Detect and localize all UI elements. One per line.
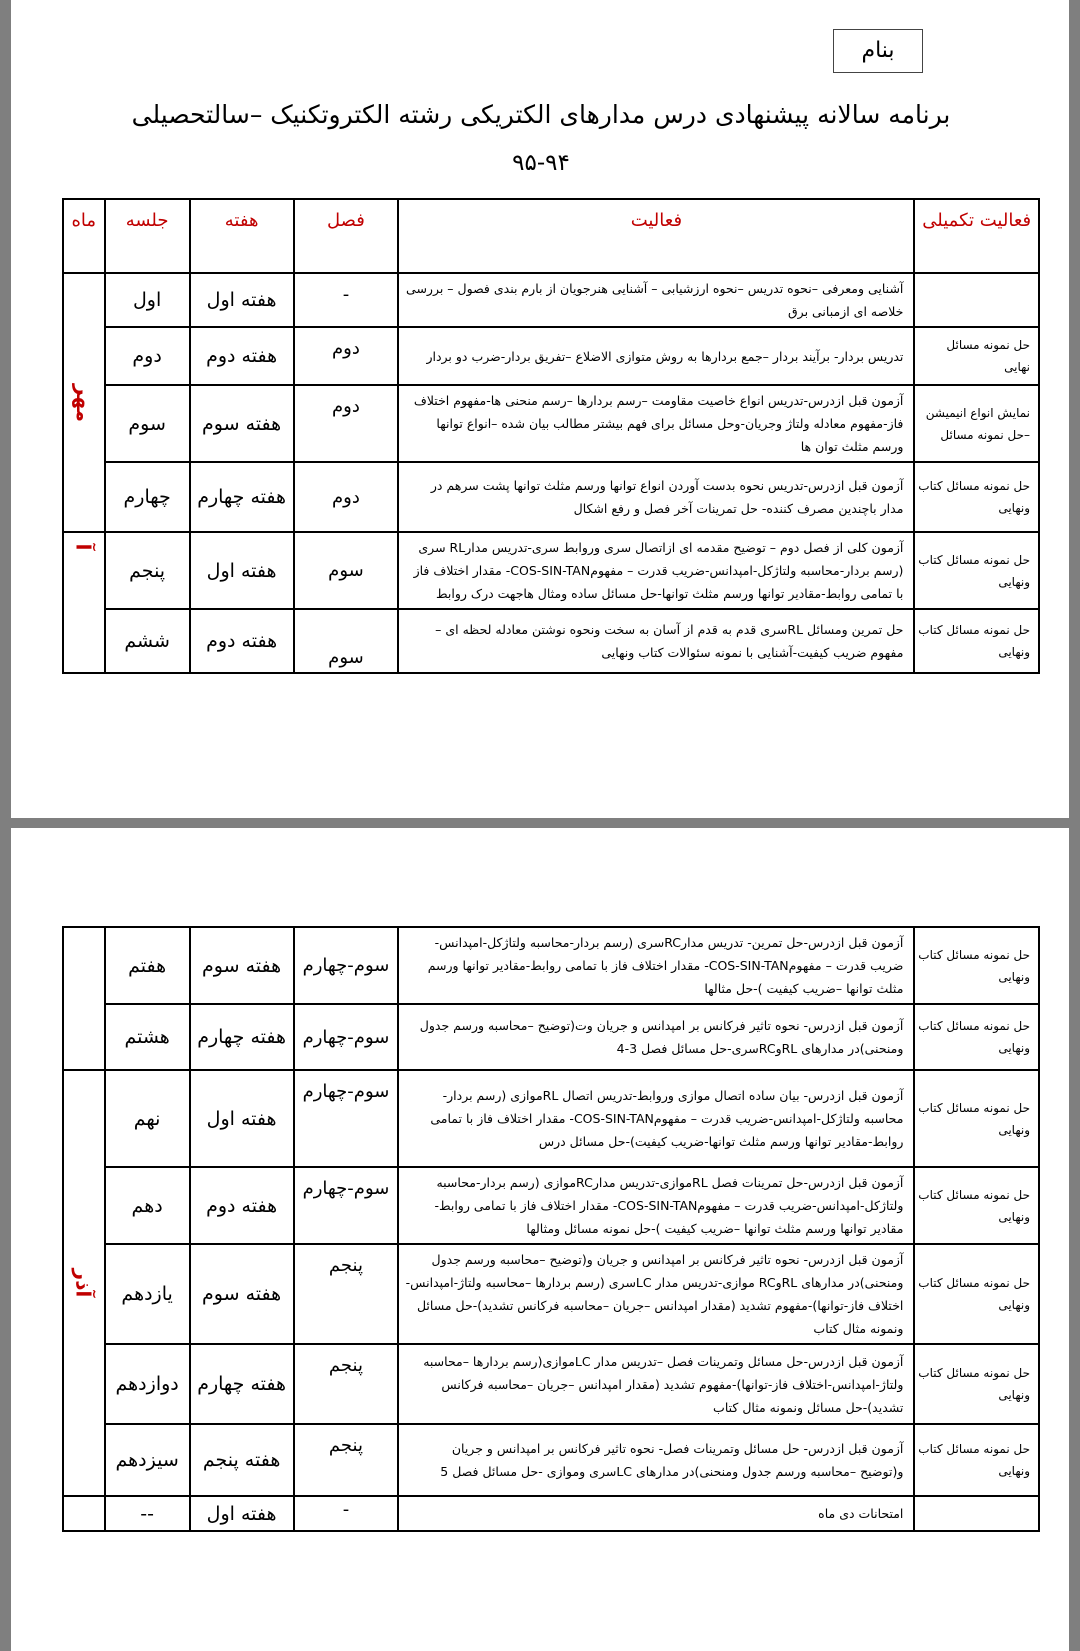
cell-chapter: پنجم [294, 1244, 399, 1344]
cell-week: هفته چهارم [190, 1344, 294, 1424]
cell-activity: آزمون قبل ازدرس- حل مسائل وتمرینات فصل- نحوه تاثیر فرکانس بر امپدانس و جریان و(توضیح –محاسبه ورسم جدول ومنحنی)در مدارهای LCسری وموازی -حل مسائل فصل 5 [398, 1424, 914, 1496]
cell-week: هفته چهارم [190, 1004, 294, 1070]
cell-activity: آزمون کلی از فصل دوم – توضیح مقدمه ای ازاتصال سری وروابط سری-تدریس مدارRL سری (رسم بردار-محاسبه ولتاژکل-امپدانس-ضریب قدرت – مفهومCOS-SIN-TAN- مقدار اختلاف فاز با تمامی روابط-مقادیر توانها ورسم مثلث توانها-حل مسائل ساده ومثال هاجهت درک روابط [398, 532, 914, 609]
cell-session: سیزدهم [105, 1424, 190, 1496]
cell-activity: آزمون قبل ازدرس-حل مسائل وتمرینات فصل –تدریس مدار LCموازی(رسم بردارها –محاسبه ولتاژ-امپدانس-اختلاف فاز-توانها)-مفهوم تشدید (مقدار امپدانس –جریان –محاسبه فرکانس تشدید)-حل مسائل ونمونه مثال کتاب [398, 1344, 914, 1424]
cell-chapter: دوم [294, 327, 399, 385]
table-row [63, 532, 1039, 609]
table-row [63, 1004, 1039, 1070]
page-2 [11, 828, 1069, 1651]
cell-extra: حل نمونه مسائل کتاب ونهایی [914, 927, 1039, 1004]
cell-chapter: سوم-چهارم [294, 927, 399, 1004]
table-row [63, 327, 1039, 385]
cell-session: اول [105, 273, 190, 327]
table-row [63, 273, 1039, 327]
cell-extra: حل نمونه مسائل کتاب ونهایی [914, 1424, 1039, 1496]
cell-extra [914, 1496, 1039, 1531]
cell-week: هفته اول [190, 1070, 294, 1167]
cell-activity: آزمون قبل ازدرس- نحوه تاثیر فرکانس بر امپدانس و جریان وت(توضیح –محاسبه ورسم جدول ومنحنی)در مدارهای RLوRCسری-حل مسائل فصل 3-4 [398, 1004, 914, 1070]
cell-week: هفته پنجم [190, 1424, 294, 1496]
cell-week: هفته اول [190, 1496, 294, 1531]
month-aban [63, 532, 105, 673]
cell-session: یازدهم [105, 1244, 190, 1344]
cell-week: هفته دوم [190, 327, 294, 385]
header-activity: فعالیت [398, 199, 914, 273]
page-1 [11, 0, 1069, 818]
table-row [63, 1344, 1039, 1424]
month-azar [63, 1070, 105, 1496]
table-row [63, 1244, 1039, 1344]
cell-chapter: سوم-چهارم [294, 1004, 399, 1070]
header-activity-extra: فعالیت تکمیلی [914, 199, 1039, 273]
month-label-azar: آذر [71, 1268, 96, 1298]
cell-session: دوم [105, 327, 190, 385]
cell-chapter: سوم [294, 609, 399, 673]
cell-extra: نمایش انواع انیمیشن –حل نمونه مسائل [914, 385, 1039, 462]
table-row [63, 1070, 1039, 1167]
header-month: ماه [63, 199, 105, 273]
cell-chapter: پنجم [294, 1344, 399, 1424]
cell-extra: حل نمونه مسائل کتاب ونهایی [914, 532, 1039, 609]
cell-activity: آزمون قبل ازدرس-تدریس نحوه بدست آوردن انواع توانها ورسم مثلث توانها پشت سرهم در مدار باچندین مصرف کننده- حل تمرینات آخر فصل و رفع اشکال [398, 462, 914, 532]
cell-session: هشتم [105, 1004, 190, 1070]
cell-extra: حل نمونه مسائل نهایی [914, 327, 1039, 385]
cell-extra: حل نمونه مسائل کتاب ونهایی [914, 462, 1039, 532]
bename-box: بنام [833, 29, 923, 73]
header-session: جلسه [105, 199, 190, 273]
cell-extra: حل نمونه مسائل کتاب ونهایی [914, 1070, 1039, 1167]
cell-extra [914, 273, 1039, 327]
cell-extra: حل نمونه مسائل کتاب ونهایی [914, 1167, 1039, 1244]
cell-chapter: دوم [294, 385, 399, 462]
schedule-table-1 [62, 198, 1040, 674]
cell-session: سوم [105, 385, 190, 462]
table-header-row [63, 199, 1039, 273]
cell-chapter: - [294, 273, 399, 327]
month-aban-cont [63, 927, 105, 1070]
table-row [63, 462, 1039, 532]
cell-extra: حل نمونه مسائل کتاب ونهایی [914, 1344, 1039, 1424]
table-row [63, 927, 1039, 1004]
table-row [63, 1424, 1039, 1496]
cell-session: ششم [105, 609, 190, 673]
cell-session: چهارم [105, 462, 190, 532]
cell-activity: آشنایی ومعرفی –نحوه تدریس –نحوه ارزشیابی – آشنایی هنرجویان از بارم بندی فصول – بررسی خلاصه ای ازمبانی برق [398, 273, 914, 327]
cell-activity: امتحانات دی ماه [398, 1496, 914, 1531]
cell-session: دهم [105, 1167, 190, 1244]
cell-extra: حل نمونه مسائل کتاب ونهایی [914, 1004, 1039, 1070]
cell-session: پنجم [105, 532, 190, 609]
month-label-aban: آ [71, 543, 96, 551]
cell-extra: حل نمونه مسائل کتاب ونهایی [914, 609, 1039, 673]
cell-chapter: - [294, 1496, 399, 1531]
cell-activity: آزمون قبل ازدرس- بیان ساده اتصال موازی وروابط-تدریس اتصال RLموازی (رسم بردار-محاسبه ولتاژکل-امپدانس-ضریب قدرت – مفهومCOS-SIN-TAN- مقدار اختلاف فاز با تمامی روابط-مقادیر توانها ورسم مثلث توانها-ضریب کیفیت)-حل مسائل درس [398, 1070, 914, 1167]
academic-year: ۹۵-۹۴ [512, 150, 570, 176]
cell-chapter: پنجم [294, 1424, 399, 1496]
table-row [63, 385, 1039, 462]
cell-week: هفته دوم [190, 1167, 294, 1244]
cell-activity: آزمون قبل ازدرس- نحوه تاثیر فرکانس بر امپدانس و جریان و(توضیح –محاسبه ورسم جدول ومنحنی)در مدارهای RLوRC موازی-تدریس مدار LCسری (رسم بردارها –محاسبه ولتاژ-امپدانس-اختلاف فاز-توانها)-مفهوم تشدید (مقدار امپدانس –جریان –محاسبه فرکانس تشدید)-حل مسائل ونمونه مثال کتاب [398, 1244, 914, 1344]
cell-week: هفته چهارم [190, 462, 294, 532]
header-chapter: فصل [294, 199, 399, 273]
header-week: هفته [190, 199, 294, 273]
cell-activity: آزمون قبل ازدرس-تدریس انواع خاصیت مقاومت –رسم بردارها –رسم منحنی ها-مفهوم اختلاف فاز-مفهوم معادله ولتاژ وجریان-وحل مسائل برای فهم بیشتر مطالب بیان شده –انواع توانها ورسم مثلث توان ها [398, 385, 914, 462]
cell-week: هفته سوم [190, 385, 294, 462]
table-row [63, 1496, 1039, 1531]
month-mehr [63, 273, 105, 532]
cell-week: هفته اول [190, 273, 294, 327]
cell-chapter: سوم [294, 532, 399, 609]
cell-week: هفته اول [190, 532, 294, 609]
cell-session: دوازدهم [105, 1344, 190, 1424]
cell-chapter: دوم [294, 462, 399, 532]
month-dey [63, 1496, 105, 1531]
table-row [63, 1167, 1039, 1244]
cell-activity: تدریس بردار- برآیند بردار –جمع بردارها به روش متوازی الاضلاع –تفریق بردار-ضرب دو بردار [398, 327, 914, 385]
month-label-mehr: مهر [71, 383, 96, 422]
cell-session: هفتم [105, 927, 190, 1004]
cell-week: هفته دوم [190, 609, 294, 673]
cell-week: هفته سوم [190, 1244, 294, 1344]
cell-activity: آزمون قبل ازدرس-حل تمرین- تدریس مدارRCسری (رسم بردار-محاسبه ولتاژکل-امپدانس-ضریب قدرت – مفهومCOS-SIN-TAN- مقدار اختلاف فاز با تمامی روابط-مقادیر توانها ورسم مثلث توانها –ضریب کیفیت )-حل مثالها [398, 927, 914, 1004]
cell-chapter: سوم-چهارم [294, 1167, 399, 1244]
cell-session: -- [105, 1496, 190, 1531]
cell-week: هفته سوم [190, 927, 294, 1004]
page-title: برنامه سالانه پیشنهادی درس مدارهای الکتریکی رشته الکتروتکنیک –سالتحصیلی [131, 100, 951, 129]
cell-activity: آزمون قبل ازدرس-حل تمرینات فصل RLموازی-تدریس مدارRCموازی (رسم بردار-محاسبه ولتاژکل-امپدانس-ضریب قدرت – مفهومCOS-SIN-TAN- مقدار اختلاف فاز با تمامی روابط-مقادیر توانها ورسم مثلث توانها –ضریب کیفیت )-حل نمونه مسائل ومثالها [398, 1167, 914, 1244]
cell-extra: حل نمونه مسائل کتاب ونهایی [914, 1244, 1039, 1344]
schedule-table-2 [62, 926, 1040, 1532]
table-row [63, 609, 1039, 673]
cell-activity: حل تمرین ومسائل RLسری قدم به قدم از آسان به سخت ونحوه نوشتن معادله لحظه ای – مفهوم ضریب کیفیت-آشنایی با نمونه سئوالات کتاب ونهایی [398, 609, 914, 673]
cell-chapter: سوم-چهارم [294, 1070, 399, 1167]
cell-session: نهم [105, 1070, 190, 1167]
